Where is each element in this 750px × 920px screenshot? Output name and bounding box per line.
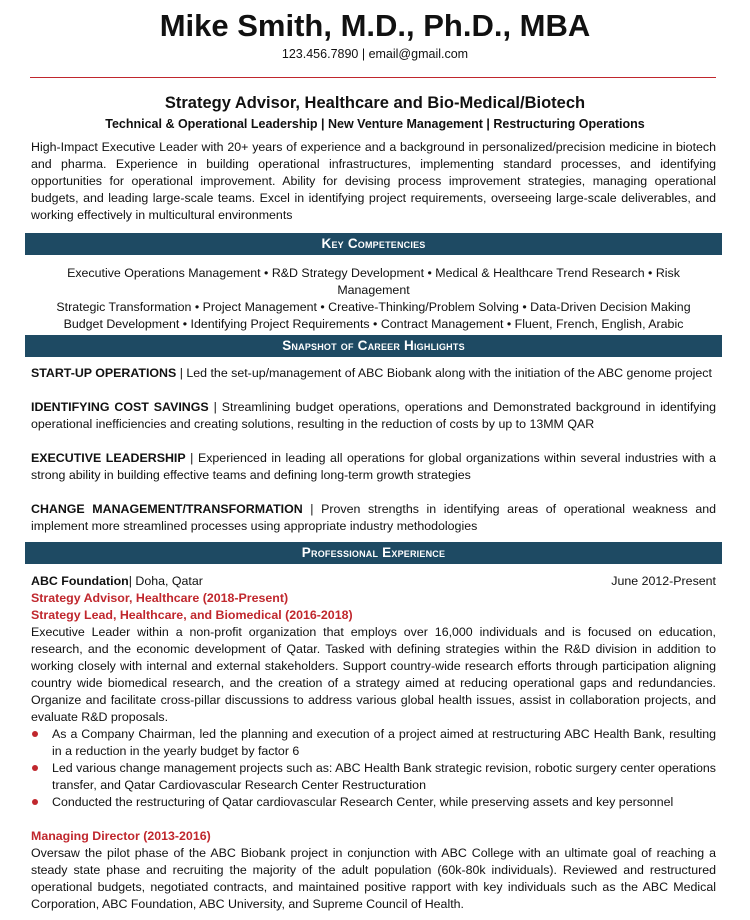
job-title: Strategy Lead, Healthcare, and Biomedical (2016-2018) [31,608,353,622]
experience-banner: Professional Experience [25,542,722,564]
contact-line: 123.456.7890 | email@gmail.com [281,47,469,61]
experience-section [31,573,716,913]
highlight-title: CHANGE MANAGEMENT/TRANSFORMATION [31,502,303,516]
achievement-item: As a Company Chairman, led the planning and execution of a project aimed at restructuring ABC Health Bank, resulting in a reduction in the yearly budget by factor 6 [31,726,716,760]
resume-headline: Strategy Advisor, Healthcare and Bio-Medical/Biotech [164,94,586,112]
achievement-item: Conducted the restructuring of Qatar cardiovascular Research Center, while preserving assets and key personnel [31,794,716,811]
employer-name: ABC Foundation [31,574,129,588]
job-description: Executive Leader within a non-profit organization that employs over 16,000 individuals and is focused on education, research, and the economic development of Qatar. Tasked with defining strategies within the R&D division in addition to working closely with internal and external stakeholders. Support country-wide research efforts through participation aligning country wide biomedical research, and the creation of a strategy aimed at reducing operational gaps and redundancies. Organize and facilitate cross-pillar discussions to address various global health issues, assist in collaboration projects, and evaluate R&D proposals. [31,625,716,724]
highlight-item: CHANGE MANAGEMENT/TRANSFORMATION | Proven strengths in identifying areas of operational weakness and implement more streamlined processes using appropriate industry methodologies [31,502,716,533]
employer [31,573,203,590]
highlights-banner: Snapshot of Career Highlights [25,335,722,357]
highlight-title: START-UP OPERATIONS [31,366,177,380]
highlights-list [31,365,716,535]
header-divider [30,77,716,78]
highlight-text: Led the set-up/management of ABC Biobank along with the initiation of the ABC genome project [186,366,712,380]
highlight-item: EXECUTIVE LEADERSHIP | Experienced in leading all operations for global organizations within several industries with a strong ability in building effective teams and defining long-term growth strategies [31,451,716,482]
highlight-title: EXECUTIVE LEADERSHIP [31,451,186,465]
bullet-icon [32,731,38,737]
competencies-line: Executive Operations Management • R&D Strategy Development • Medical & Healthcare Trend Research • Risk Management [67,266,680,297]
highlight-title: IDENTIFYING COST SAVINGS [31,400,209,414]
competencies-line: Budget Development • Identifying Project Requirements • Contract Management • Fluent, French, English, Arabic [63,317,684,331]
employer-location: | Doha, Qatar [128,574,203,588]
bullet-icon [32,799,38,805]
highlight-item: START-UP OPERATIONS | Led the set-up/management of ABC Biobank along with the initiation of the ABC genome project [31,366,712,380]
job-title: Strategy Advisor, Healthcare (2018-Present) [31,591,289,605]
competencies-list [31,265,716,333]
competencies-line: Strategic Transformation • Project Management • Creative-Thinking/Problem Solving • Data-Driven Decision Making [56,300,691,314]
employer-row [31,573,716,590]
job-title: Managing Director (2013-2016) [31,829,211,843]
achievement-item: Led various change management projects such as: ABC Health Bank strategic revision, robotic surgery center operations transfer, and Qatar Cardiovascular Research Center Restructuration [31,760,716,794]
achievement-list [31,726,716,811]
highlight-text: Experienced in leading all operations for global organizations within several industries with a strong ability in building effective teams and defining long-term growth strategies [31,451,716,482]
highlight-text: Proven strengths in identifying areas of operational weakness and implement more streamlined processes using appropriate industry methodologies [31,502,716,533]
bullet-icon [32,765,38,771]
resume-subheadline: Technical & Operational Leadership | New Venture Management | Restructuring Operations [105,117,645,131]
highlight-item: IDENTIFYING COST SAVINGS | Streamlining budget operations, operations and Demonstrated background in identifying operational inefficiencies and creating solutions, resulting in the reduction of costs by up to 13MM QAR [31,400,716,431]
highlight-text: Streamlining budget operations, operations and Demonstrated background in identifying operational inefficiencies and creating solutions, resulting in the reduction of costs by up to 13MM QAR [31,400,716,431]
candidate-name: Mike Smith, M.D., Ph.D., MBA [159,8,591,43]
competencies-banner: Key Competencies [25,233,722,255]
summary-paragraph: High-Impact Executive Leader with 20+ years of experience and a background in personalized/precision medicine in biotech and pharma. Experience in building operational infrastructures, implementing standard processes, and identifying opportunities for operational improvement. Ability for devising process improvement strategies, managing operational budgets, and leading large-scale teams. Excel in identifying project requirements, overseeing large-scale deliverables, and working effectively in multicultural environments [31,140,716,222]
job-description: Oversaw the pilot phase of the ABC Biobank project in conjunction with ABC College with an ultimate goal of reaching a steady state phase and recruiting the majority of the adult population (60k-80k individuals). Reviewed and restructured operational budgets, negotiated contracts, and maintained positive rapport with key individuals such as the ABC Medical Corporation, ABC Foundation, ABC University, and Supreme Council of Health. [31,846,716,911]
employment-dates: June 2012-Present [611,574,716,588]
